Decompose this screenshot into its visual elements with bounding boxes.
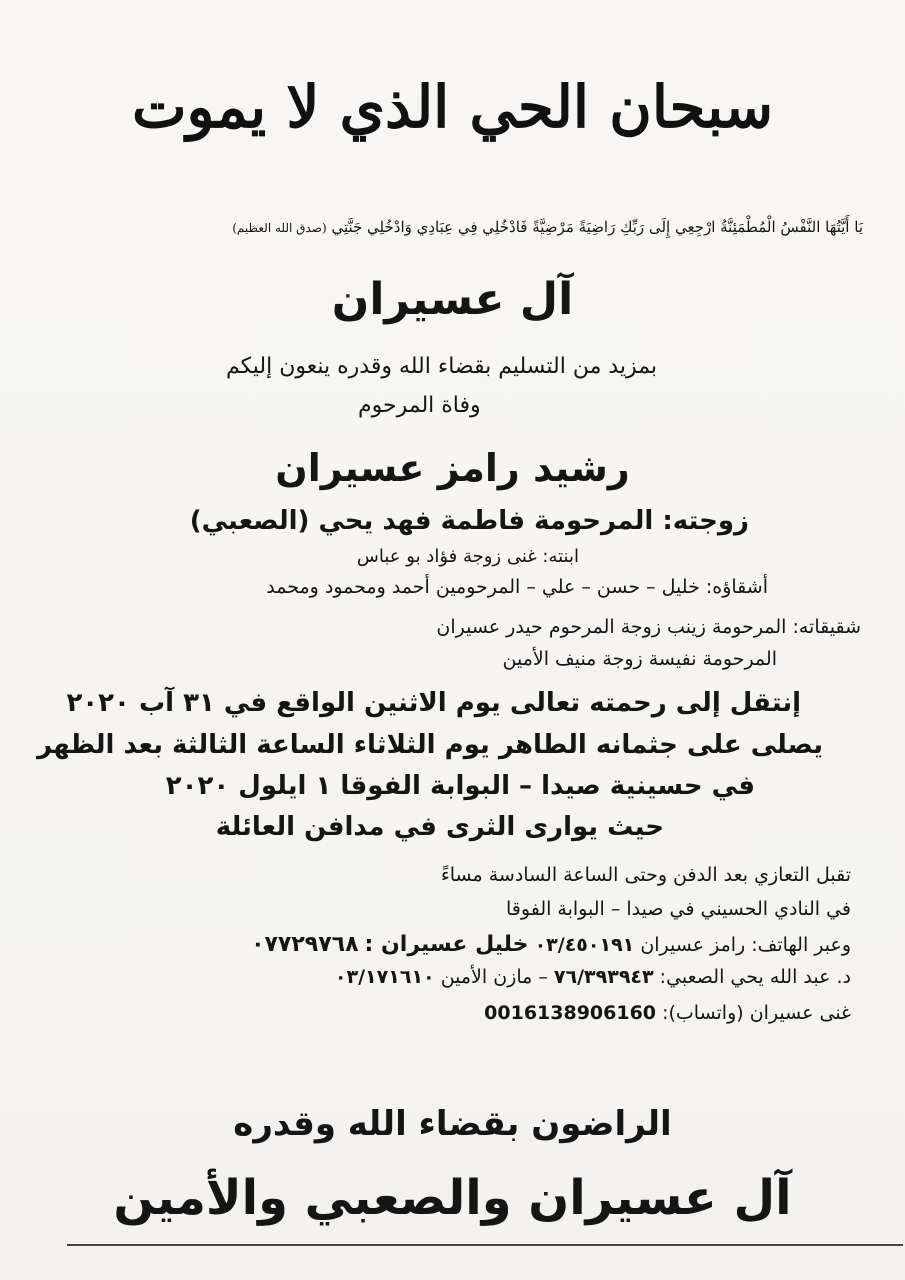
condolences-line-2: في النادي الحسيني في صيدا – البوابة الفوقا bbox=[506, 898, 851, 920]
phone-line-2 bbox=[335, 966, 851, 988]
announcement-line-1: بمزيد من التسليم بقضاء الله وقدره ينعون إليكم bbox=[226, 354, 658, 379]
phone-line-3 bbox=[484, 1002, 851, 1024]
condolences-line-1: تقبل التعازي بعد الدفن وحتى الساعة السادسة مساءً bbox=[440, 864, 851, 886]
phone-ghina: 0016138906160 bbox=[484, 1002, 657, 1024]
phone-ghina-label: غنى عسيران (واتساب): bbox=[662, 1002, 851, 1024]
phone-ramez: ٠٣/٤٥٠١٩١ bbox=[534, 934, 635, 956]
phone-intro: وعبر الهاتف: رامز عسيران bbox=[640, 934, 851, 956]
death-date-line: إنتقل إلى رحمته تعالى يوم الاثنين الواقع في ٣١ آب ٢٠٢٠ bbox=[66, 688, 801, 718]
deceased-name: رشيد رامز عسيران bbox=[275, 446, 630, 490]
phone-mazen: ٠٣/١٧١٦١٠ bbox=[334, 966, 435, 988]
daughter-line: ابنته: غنى زوجة فؤاد بو عباس bbox=[356, 546, 579, 567]
family-title: آل عسيران bbox=[331, 274, 574, 325]
closing-line-1: الراضون بقضاء الله وقدره bbox=[233, 1104, 672, 1144]
phone-line-1 bbox=[251, 932, 851, 957]
quran-text: يَا أَيَّتُهَا النَّفْسُ الْمُطْمَئِنَّةُ ارْجِعِي إِلَى رَبِّكِ رَاضِيَةً مَرْضِيَّةً فَادْخُلِي فِي عِبَادِي وَادْخُلِي جَنَّتِي bbox=[331, 218, 863, 236]
bottom-divider bbox=[67, 1244, 903, 1246]
announcement-line-2: وفاة المرحوم bbox=[358, 393, 481, 418]
quran-source: (صدق الله العظيم) bbox=[232, 221, 327, 235]
quran-verse bbox=[232, 218, 863, 238]
phone-khalil-label: خليل عسيران : bbox=[364, 932, 529, 957]
calligraphy-header: سبحان الحي الذي لا يموت bbox=[131, 73, 774, 141]
phone-abdallah-label: د. عبد الله يحي الصعبي: bbox=[659, 966, 851, 988]
sisters-line-2: المرحومة نفيسة زوجة منيف الأمين bbox=[502, 648, 777, 670]
funeral-prayer-line: يصلى على جثمانه الطاهر يوم الثلاثاء الساعة الثالثة بعد الظهر bbox=[37, 730, 823, 760]
phone-abdallah: ٧٦/٣٩٣٩٤٣ bbox=[553, 966, 654, 988]
phone-khalil: ٠٧٧٢٩٧٦٨ bbox=[251, 932, 359, 957]
wife-line: زوجته: المرحومة فاطمة فهد يحي (الصعبي) bbox=[189, 506, 749, 536]
brothers-line: أشقاؤه: خليل – حسن – علي – المرحومين أحمد ومحمود ومحمد bbox=[266, 576, 768, 598]
phone-mazen-label: – مازن الأمين bbox=[440, 966, 548, 988]
burial-line: حيث يوارى الثرى في مدافن العائلة bbox=[215, 812, 664, 842]
closing-line-2: آل عسيران والصعبي والأمين bbox=[113, 1170, 792, 1226]
sisters-line-1: شقيقاته: المرحومة زينب زوجة المرحوم حيدر عسيران bbox=[436, 616, 861, 638]
funeral-location-line: في حسينية صيدا – البوابة الفوقا ١ ايلول ٢٠٢٠ bbox=[165, 771, 755, 801]
